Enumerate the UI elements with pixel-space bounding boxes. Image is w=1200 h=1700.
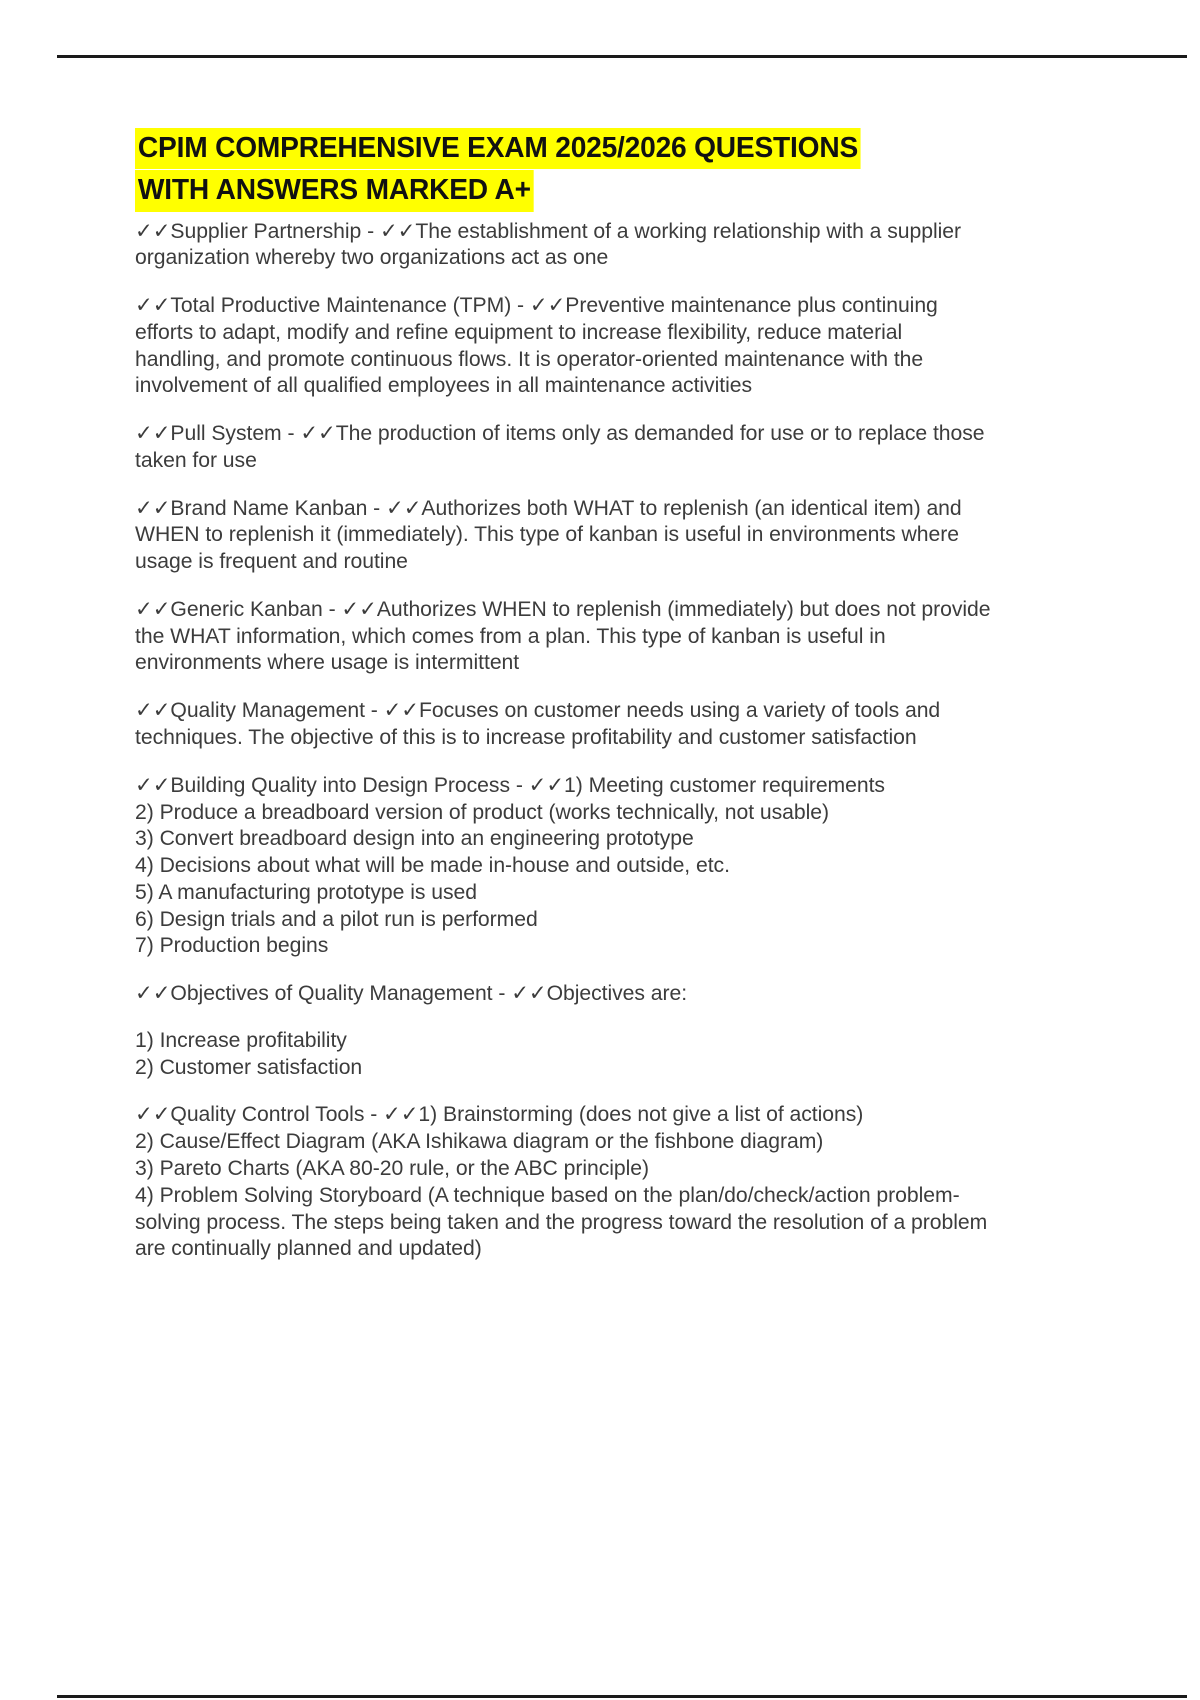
quality-control-tools-line-1: ✓✓Quality Control Tools - ✓✓1) Brainstorming (does not give a list of actions) [135,1102,864,1127]
quality-control-tools-line-2: 2) Cause/Effect Diagram (AKA Ishikawa diagram or the fishbone diagram) [135,1129,824,1154]
building-quality-line-3: 3) Convert breadboard design into an engineering prototype [135,826,694,851]
objectives-list [135,1027,992,1081]
building-quality-line-1: ✓✓Building Quality into Design Process - ✓✓1) Meeting customer requirements [135,772,885,797]
objectives-spacer [135,1007,1005,1027]
entry-quality-control-tools [135,1101,992,1262]
entry-pull-system: ✓✓Pull System - ✓✓The production of items only as demanded for use or to replace those taken for use [135,421,985,472]
building-quality-line-2: 2) Produce a breadboard version of product (works technically, not usable) [135,799,830,824]
document-title-line-1: CPIM COMPREHENSIVE EXAM 2025/2026 QUESTIONS [135,128,861,169]
objectives-line-2: 2) Customer satisfaction [135,1054,363,1079]
entry-brand-name-kanban: ✓✓Brand Name Kanban - ✓✓Authorizes both WHAT to replenish (an identical item) and WHEN to replenish it (immediately). This type of kanban is useful in environments where usage is frequent and routine [135,495,962,574]
objectives-heading: ✓✓Objectives of Quality Management - ✓✓Objectives are: [135,981,688,1006]
objectives-line-1: 1) Increase profitability [135,1027,347,1052]
entry-building-quality-into-design-process [135,772,992,959]
quality-control-tools-line-3: 3) Pareto Charts (AKA 80-20 rule, or the ABC principle) [135,1155,650,1180]
building-quality-line-5: 5) A manufacturing prototype is used [135,879,477,904]
page-bottom-rule [57,1695,1187,1698]
building-quality-line-4: 4) Decisions about what will be made in-house and outside, etc. [135,853,730,878]
entry-generic-kanban: ✓✓Generic Kanban - ✓✓Authorizes WHEN to replenish (immediately) but does not provide the WHAT information, which comes from a plan. This type of kanban is useful in environments where usage is intermittent [135,596,991,675]
document-content [135,128,1005,1283]
quality-control-tools-line-4: 4) Problem Solving Storyboard (A technique based on the plan/do/check/action problem-solving process. The steps being taken and the progress toward the resolution of a problem are continually planned and updated) [135,1182,988,1261]
page-top-rule [57,55,1187,58]
entry-total-productive-maintenance: ✓✓Total Productive Maintenance (TPM) - ✓✓Preventive maintenance plus continuing efforts to adapt, modify and refine equipment to increase flexibility, reduce material handling, and promote continuous flows. It is operator-oriented maintenance with the involvement of all qualified employees in all maintenance activities [135,293,938,398]
document-title-line-2: WITH ANSWERS MARKED A+ [135,170,534,211]
building-quality-line-7: 7) Production begins [135,933,329,958]
building-quality-line-6: 6) Design trials and a pilot run is performed [135,906,538,931]
entry-supplier-partnership: ✓✓Supplier Partnership - ✓✓The establishment of a working relationship with a supplier organization whereby two organizations act as one [135,218,961,270]
entry-quality-management: ✓✓Quality Management - ✓✓Focuses on customer needs using a variety of tools and techniques. The objective of this is to increase profitability and customer satisfaction [135,698,941,750]
document-title [135,128,1005,212]
